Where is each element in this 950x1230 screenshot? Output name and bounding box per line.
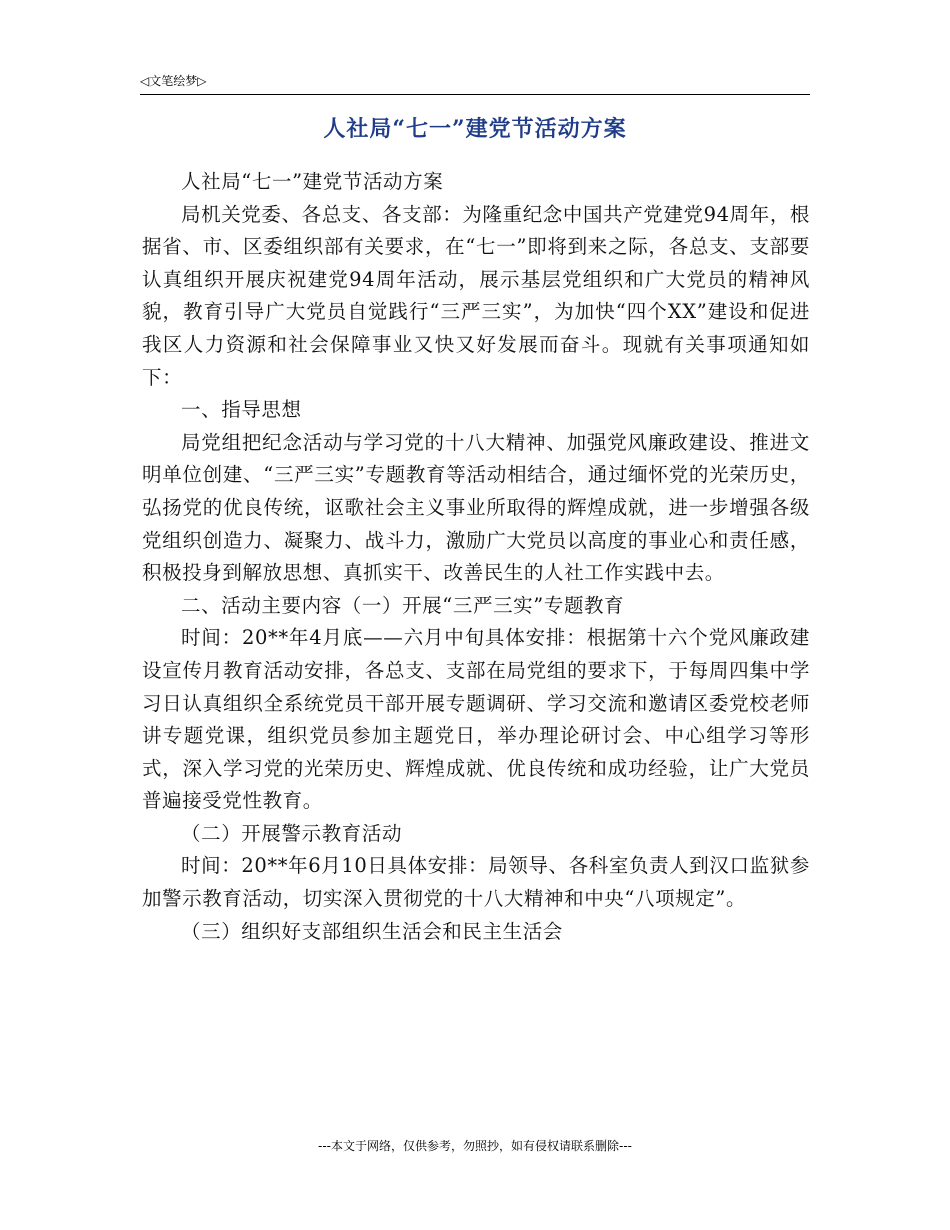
footer-notice: ---本文于网络，仅供参考，勿照抄，如有侵权请联系删除--- [318,1139,632,1153]
page-header [140,72,810,92]
subsection-heading-organization-life: （三）组织好支部组织生活会和民主生活会 [181,919,563,943]
paragraph-guiding-thought: 局党组把纪念活动与学习党的十八大精神、加强党风廉政建设、推进文明单位创建、“三严三实”专题教育等活动相结合，通过缅怀党的光荣历史，弘扬党的优良传统，讴歌社会主义事业所取得的辉煌成就，进一步增强各级党组织创造力、凝聚力、战斗力，激励广大党员以高度的事业心和责任感，积极投身到解放思想、真抓实干、改善民生的人社工作实践中去。 [142,430,810,585]
left-triangle-icon: ◁ [140,74,150,88]
paragraph-activity-one: 时间：20**年4月底——六月中旬具体安排：根据第十六个党风廉政建设宣传月教育活动安排，各总支、支部在局党组的要求下，于每周四集中学习日认真组织全系统党员干部开展专题调研、学习交流和邀请区委党校老师讲专题党课，组织党员参加主题党日，举办理论研讨会、中心组学习等形式，深入学习党的光荣历史、辉煌成就、优良传统和成功经验，让广大党员普遍接受党性教育。 [142,626,810,813]
paragraph-intro: 局机关党委、各总支、各支部：为隆重纪念中国共产党建党94周年，根据省、市、区委组织部有关要求，在“七一”即将到来之际，各总支、支部要认真组织开展庆祝建党94周年活动，展示基层党组织和广大党员的精神风貌，教育引导广大党员自觉践行“三严三实”，为加快“四个XX”建设和促进我区人力资源和社会保障事业又快又好发展而奋斗。现就有关事项通知如下： [142,202,811,389]
document-body [142,166,810,948]
section-heading-main-activities: 二、活动主要内容（一）开展“三严三实”专题教育 [181,593,625,617]
paragraph-subtitle: 人社局“七一”建党节活动方案 [181,170,444,193]
header-divider [140,94,810,95]
document-title: 人社局“七一”建党节活动方案 [323,116,627,142]
section-heading-guiding-thought: 一、指导思想 [181,398,302,422]
paragraph-activity-two: 时间：20**年6月10日具体安排：局领导、各科室负责人到汉口监狱参加警示教育活动，切实深入贯彻党的十八大精神和中央“八项规定”。 [142,854,810,911]
subsection-heading-warning-education: （二）开展警示教育活动 [181,821,403,845]
header-brand: 文笔绘梦 [149,74,198,88]
right-triangle-icon: ▷ [197,74,207,88]
